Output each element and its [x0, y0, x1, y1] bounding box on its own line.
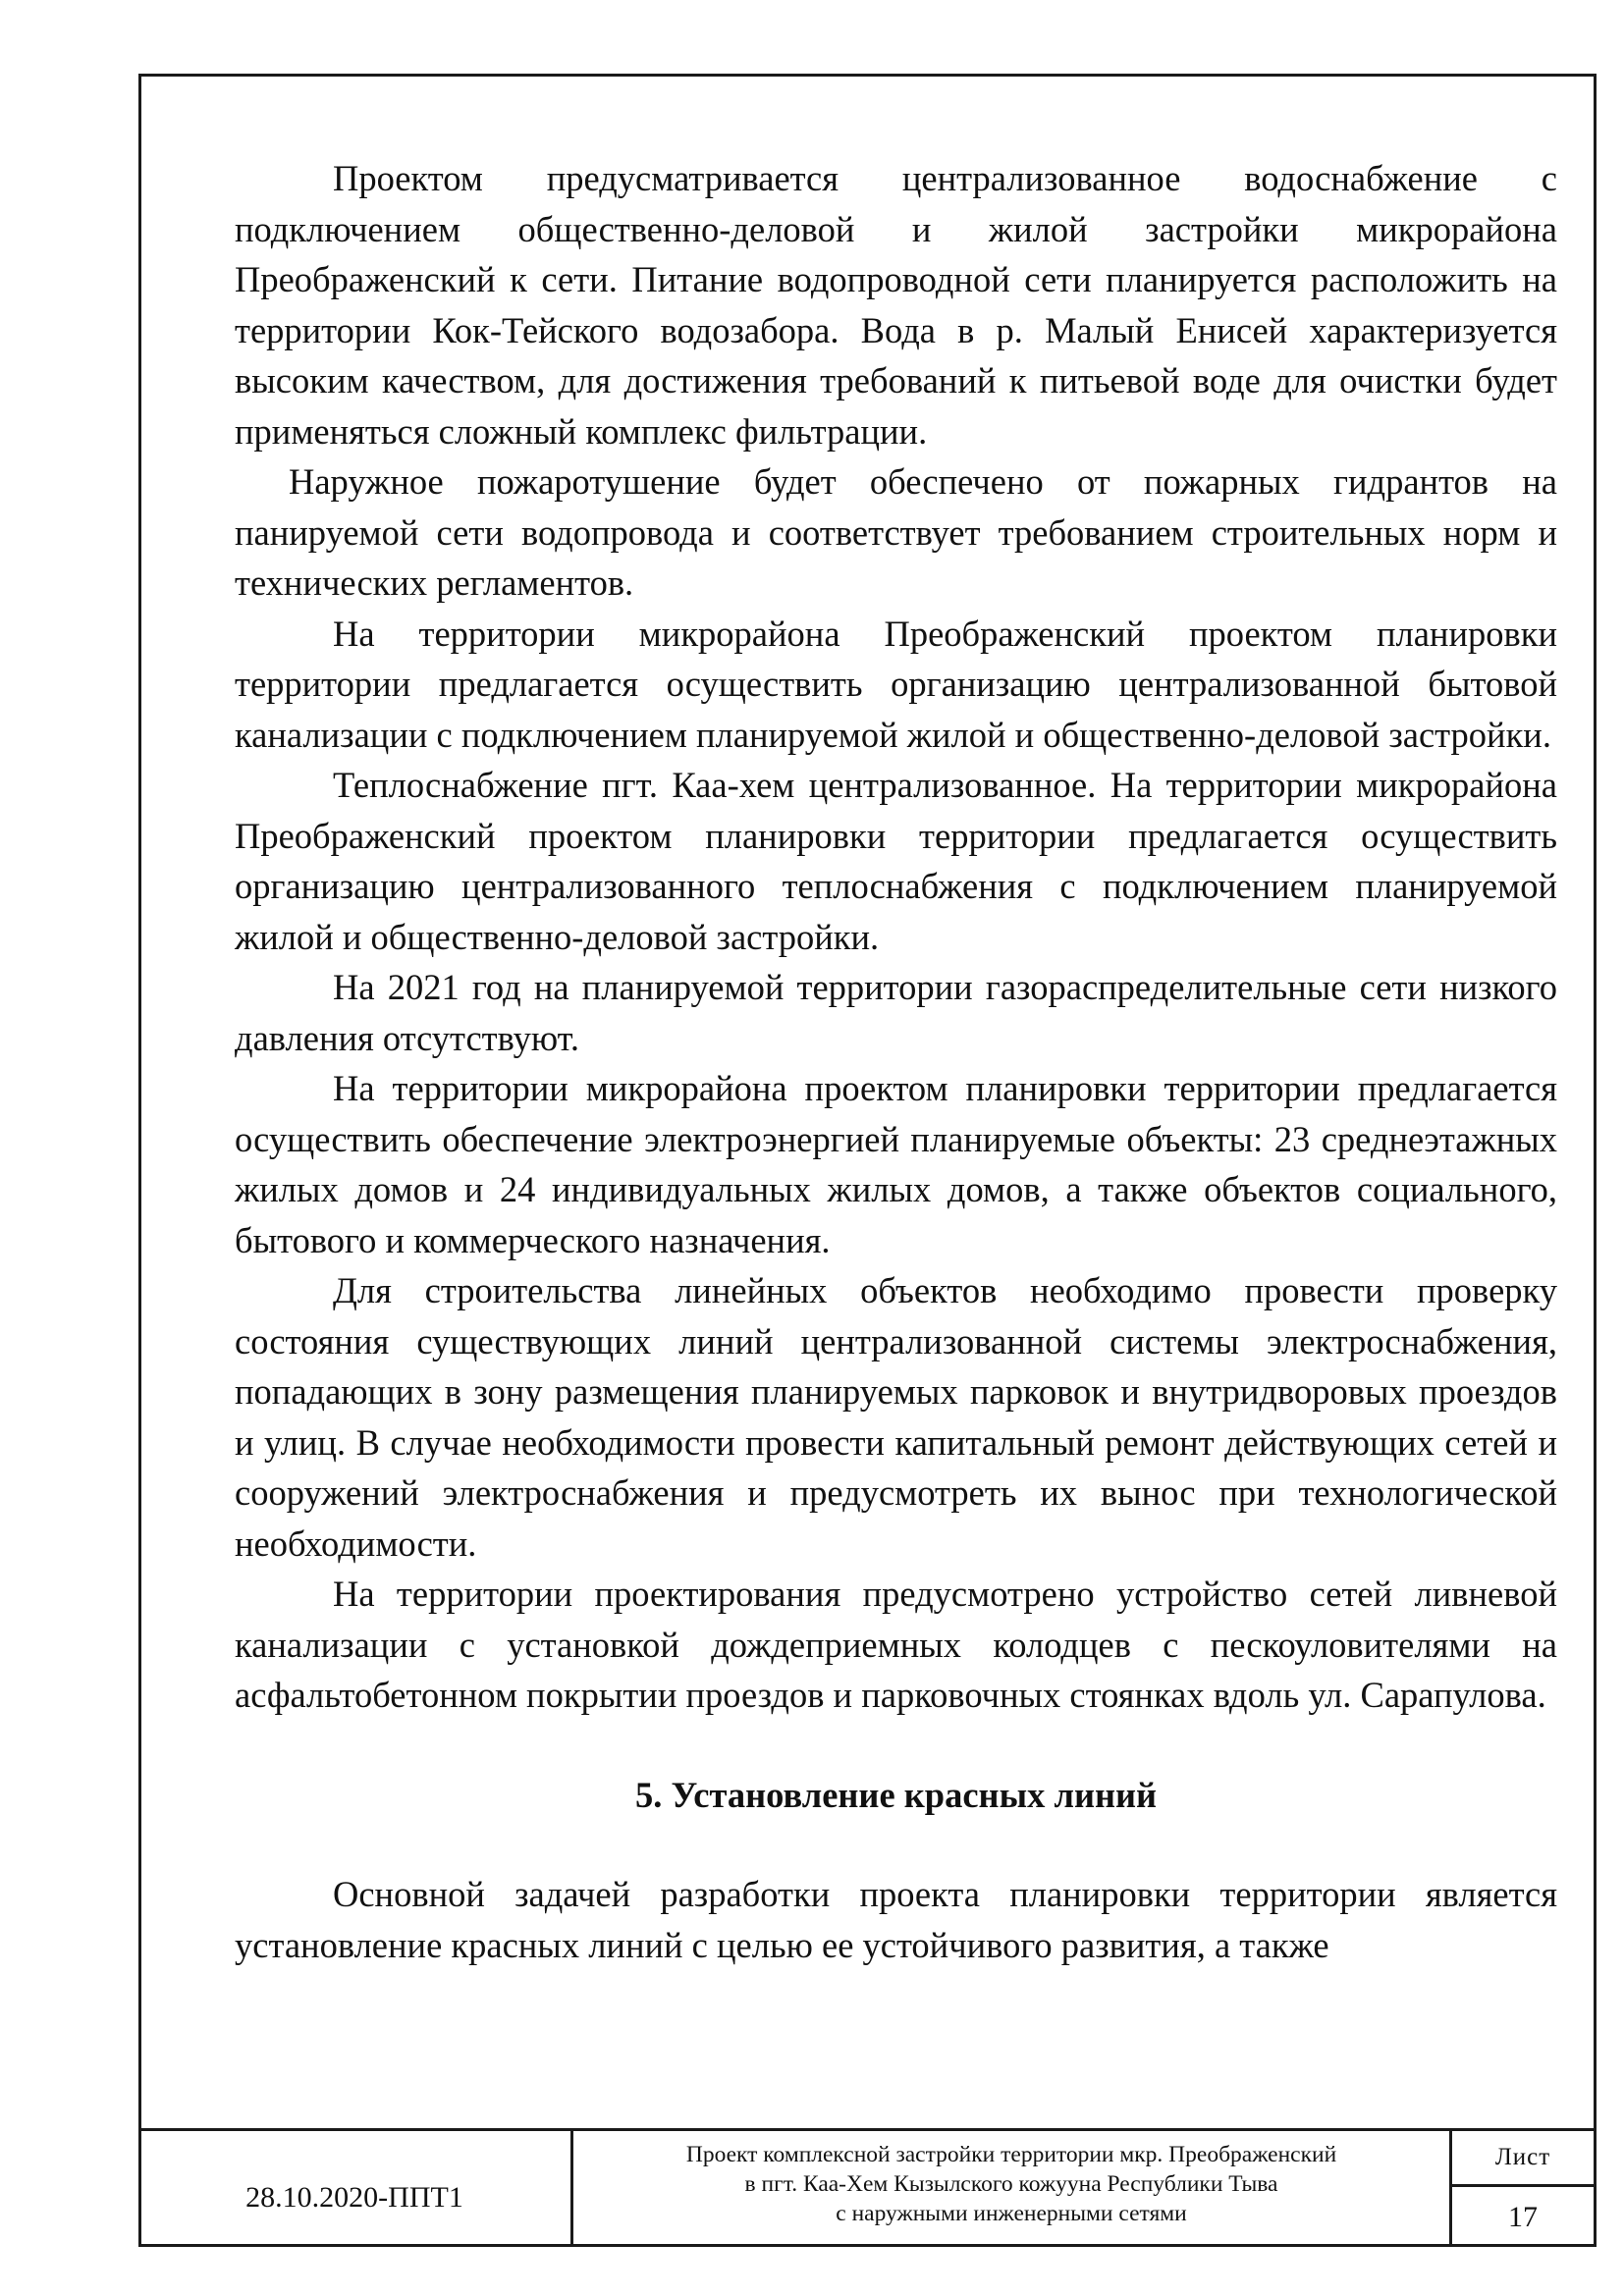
- paragraph-heat-supply: Теплоснабжение пгт. Каа-хем централизованное. На территории микрорайона Преображенский проектом планировки территории предлагается осуществить организацию централизованного теплоснабжения с подключением планируемой жилой и общественно-деловой застройки.: [235, 765, 1557, 957]
- document-body: [235, 153, 1557, 1970]
- paragraph-red-lines: Основной задачей разработки проекта планировки территории является установление красных линий с целью ее устойчивого развития, а также: [235, 1874, 1557, 1965]
- paragraph-gas-supply: На 2021 год на планируемой территории газораспределительные сети низкого давления отсутствуют.: [235, 967, 1557, 1058]
- paragraph-linear-objects: Для строительства линейных объектов необходимо провести проверку состояния существующих линий централизованной системы электроснабжения, попадающих в зону размещения планируемых парковок и внутридворовых проездов и улиц. В случае необходимости провести капитальный ремонт действующих сетей и сооружений электроснабжения и предусмотреть их вынос при технологической необходимости.: [235, 1270, 1557, 1564]
- paragraph-sewerage: На территории микрорайона Преображенский проектом планировки территории предлагается осуществить организацию централизованной бытовой канализации с подключением планируемой жилой и общественно-деловой застройки.: [235, 613, 1557, 755]
- title-block: [138, 2128, 1597, 2247]
- document-title: [573, 2131, 1452, 2247]
- paragraph-power-supply: На территории микрорайона проектом планировки территории предлагается осуществить обеспечение электроэнергией планируемые объекты: 23 среднеэтажных жилых домов и 24 индивидуальных жилых домов, а также объектов социального, бытового и коммерческого назначения.: [235, 1068, 1557, 1260]
- paragraph-fire-fighting: Наружное пожаротушение будет обеспечено от пожарных гидрантов на панируемой сети водопровода и соответствует требованием строительных норм и технических регламентов.: [235, 461, 1557, 603]
- document-title-line: с наружными инженерными сетями: [836, 2201, 1187, 2226]
- paragraph-water-supply: Проектом предусматривается централизованное водоснабжение с подключением общественно-деловой и жилой застройки микрорайона Преображенский к сети. Питание водопроводной сети планируется расположить на территории Кок-Тейского водозабора. Вода в р. Малый Енисей характеризуется высоким качеством, для достижения требований к питьевой воде для очистки будет применяться сложный комплекс фильтрации.: [235, 158, 1557, 452]
- sheet-number: 17: [1508, 2200, 1538, 2233]
- document-title-line: в пгт. Каа-Хем Кызылского кожууна Республики Тыва: [744, 2171, 1278, 2197]
- section-heading: 5. Установление красных линий: [634, 1774, 1158, 1815]
- sheet-label: Лист: [1452, 2131, 1594, 2187]
- document-code: 28.10.2020-ППТ1: [138, 2131, 573, 2247]
- paragraph-storm-sewer: На территории проектирования предусмотрено устройство сетей ливневой канализации с установкой дождеприемных колодцев с пескоуловителями на асфальтобетонном покрытии проездов и парковочных стоянках вдоль ул. Сарапулова.: [235, 1574, 1557, 1715]
- document-title-line: Проект комплексной застройки территории мкр. Преображенский: [685, 2142, 1337, 2167]
